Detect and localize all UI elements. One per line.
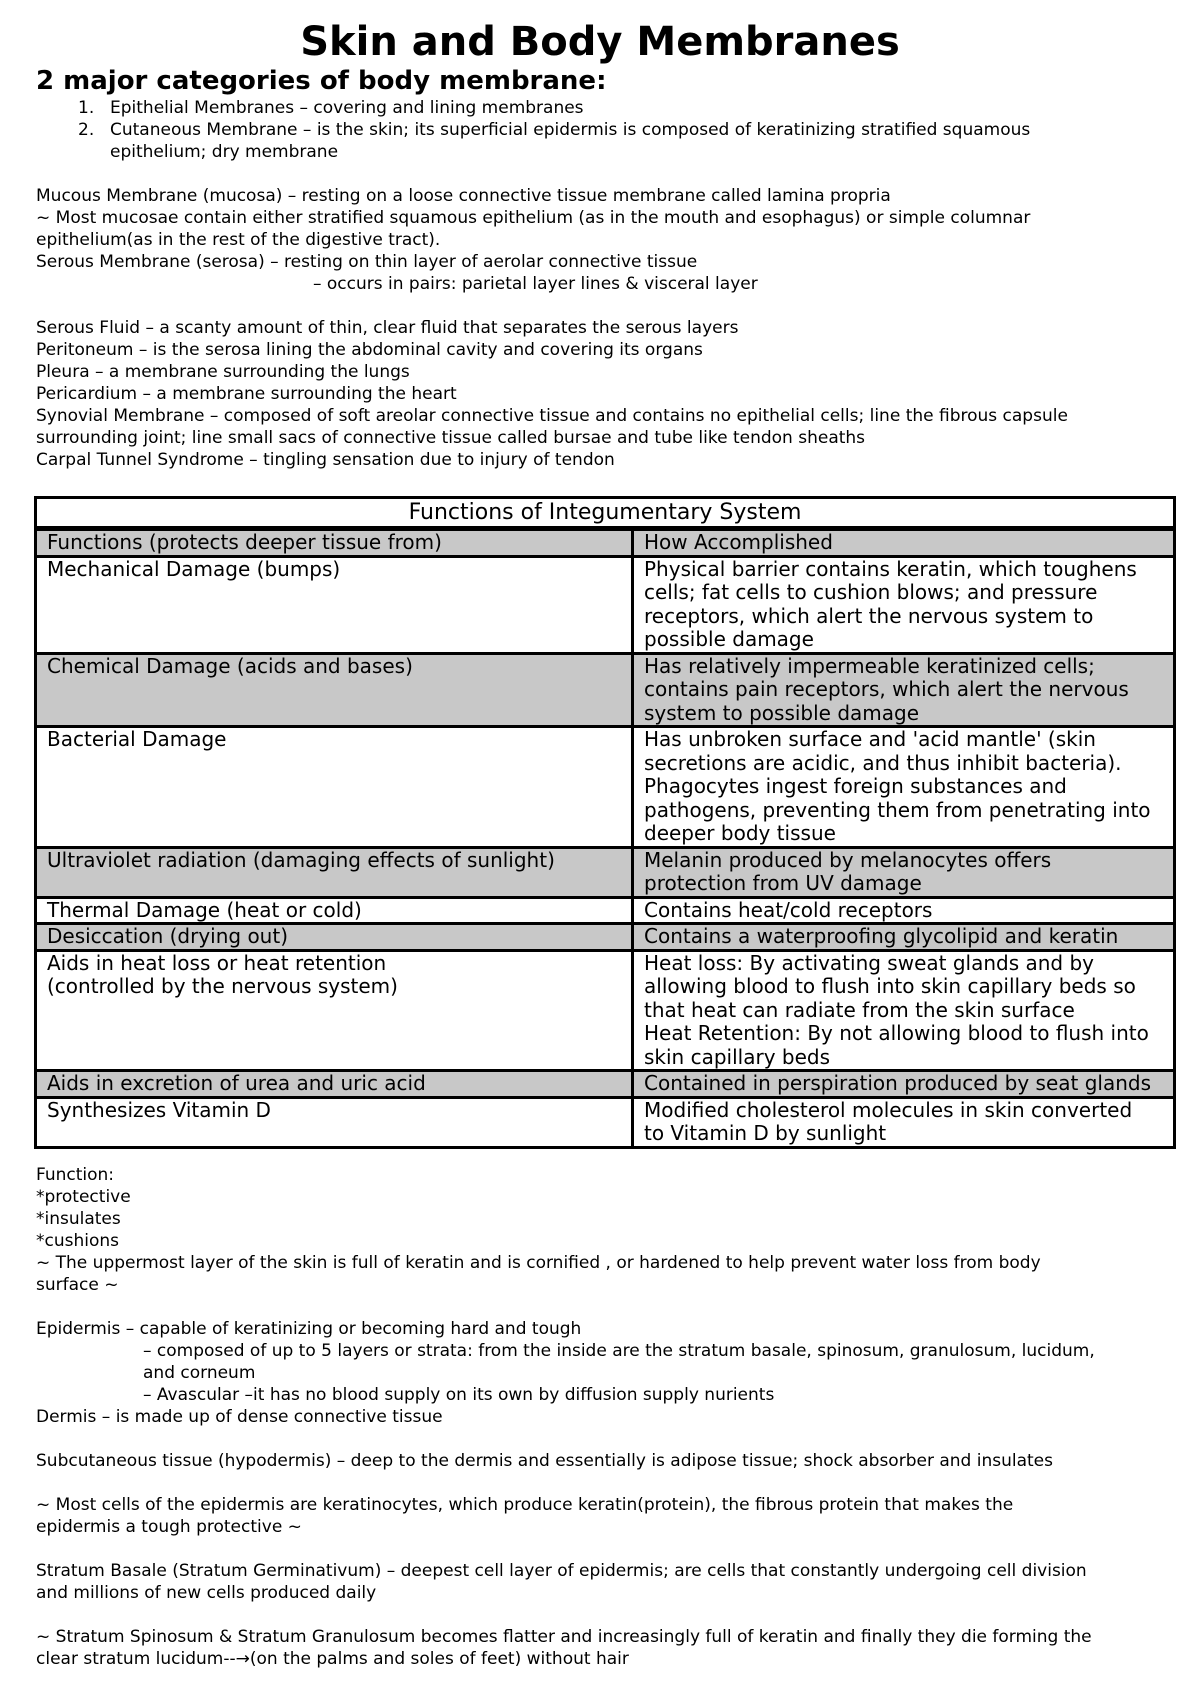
text-line: Peritoneum – is the serosa lining the abdominal cavity and covering its organs xyxy=(36,340,703,360)
list-item-text: Epithelial Membranes – covering and lining membranes xyxy=(110,98,584,118)
text-line: Synovial Membrane – composed of soft areolar connective tissue and contains no epithelial cells; line the fibrous capsule xyxy=(36,406,1068,426)
text-line: and millions of new cells produced daily xyxy=(36,1583,377,1603)
cell-line: Ultraviolet radiation (damaging effects of sunlight) xyxy=(47,847,555,872)
function-cell xyxy=(36,897,633,924)
text-line: – occurs in pairs: parietal layer lines & visceral layer xyxy=(313,274,758,294)
cell-line: Aids in excretion of urea and uric acid xyxy=(47,1071,426,1095)
cell-line: deeper body tissue xyxy=(644,821,836,845)
text-line: clear stratum lucidum--→(on the palms and soles of feet) without hair xyxy=(36,1649,629,1669)
cell-line: skin capillary beds xyxy=(644,1044,830,1069)
text-line: ~ Most cells of the epidermis are keratinocytes, which produce keratin(protein), the fibrous protein that makes the xyxy=(36,1495,1014,1515)
cell-line: Desiccation (drying out) xyxy=(47,924,288,948)
how-accomplished-cell xyxy=(633,847,1175,897)
cell-line: Modified cholesterol molecules in skin converted xyxy=(644,1097,1133,1122)
text-line: surface ~ xyxy=(36,1275,119,1295)
text-line: *cushions xyxy=(36,1231,120,1251)
list-item-text: Cutaneous Membrane – is the skin; its superficial epidermis is composed of keratinizing stratified squamous xyxy=(110,120,1031,140)
cell-line: Mechanical Damage (bumps) xyxy=(47,556,341,581)
how-accomplished-cell xyxy=(633,897,1175,924)
list-number: 2. xyxy=(78,120,95,140)
how-accomplished-cell xyxy=(633,950,1175,1071)
cell-line: system to possible damage xyxy=(644,700,920,725)
table-caption: Functions of Integumentary System xyxy=(36,498,1175,529)
table-row xyxy=(36,924,1175,951)
function-cell xyxy=(36,1097,633,1147)
cell-line: Contains a waterproofing glycolipid and keratin xyxy=(644,924,1119,948)
cell-line: Contained in perspiration produced by seat glands xyxy=(644,1071,1152,1095)
how-accomplished-cell xyxy=(633,924,1175,951)
cell-line: Aids in heat loss or heat retention xyxy=(47,950,387,975)
text-line: Pericardium – a membrane surrounding the heart xyxy=(36,384,457,404)
table-row xyxy=(36,1071,1175,1098)
cell-line: pathogens, preventing them from penetrating into xyxy=(644,797,1151,822)
how-accomplished-cell xyxy=(633,1097,1175,1147)
text-line: ~ Most mucosae contain either stratified squamous epithelium (as in the mouth and esophagus) or simple columnar xyxy=(36,208,1031,228)
function-cell xyxy=(36,847,633,897)
text-line: epithelium(as in the rest of the digestive tract). xyxy=(36,230,441,250)
section-subheading: 2 major categories of body membrane: xyxy=(36,66,607,96)
text-line: Serous Fluid – a scanty amount of thin, clear fluid that separates the serous layers xyxy=(36,318,739,338)
text-line: – Avascular –it has no blood supply on its own by diffusion supply nurients xyxy=(143,1385,775,1405)
text-line: Mucous Membrane (mucosa) – resting on a loose connective tissue membrane called lamina propria xyxy=(36,186,891,206)
cell-line: Contains heat/cold receptors xyxy=(644,897,933,922)
table-header-cell: Functions (protects deeper tissue from) xyxy=(36,529,633,557)
how-accomplished-cell xyxy=(633,556,1175,653)
list-item-text: epithelium; dry membrane xyxy=(110,142,339,162)
table-row xyxy=(36,897,1175,924)
cell-line: Phagocytes ingest foreign substances and xyxy=(644,774,1067,798)
text-line: Serous Membrane (serosa) – resting on thin layer of aerolar connective tissue xyxy=(36,252,698,272)
table-header-cell: How Accomplished xyxy=(633,529,1175,557)
cell-line: (controlled by the nervous system) xyxy=(47,974,398,998)
text-line: ~ The uppermost layer of the skin is full of keratin and is cornified , or hardened to help prevent water loss from body xyxy=(36,1253,1041,1273)
text-line: *protective xyxy=(36,1187,131,1207)
function-cell xyxy=(36,1071,633,1098)
text-line: ~ Stratum Spinosum & Stratum Granulosum becomes flatter and increasingly full of keratin and finally they die forming the xyxy=(36,1627,1092,1647)
text-line: Epidermis – capable of keratinizing or becoming hard and tough xyxy=(36,1319,582,1339)
cell-line: allowing blood to flush into skin capillary beds so xyxy=(644,974,1136,998)
cell-line: Synthesizes Vitamin D xyxy=(47,1097,271,1122)
cell-line: Has unbroken surface and 'acid mantle' (skin xyxy=(644,727,1096,751)
cell-line: to Vitamin D by sunlight xyxy=(644,1121,887,1145)
text-line: Stratum Basale (Stratum Germinativum) – deepest cell layer of epidermis; are cells that constantly undergoing cell division xyxy=(36,1561,1087,1581)
cell-line: Bacterial Damage xyxy=(47,727,227,751)
cell-line: Melanin produced by melanocytes offers xyxy=(644,847,1052,872)
text-line: surrounding joint; line small sacs of connective tissue called bursae and tube like tendon sheaths xyxy=(36,428,866,448)
text-line: Function: xyxy=(36,1165,115,1185)
cell-line: Has relatively impermeable keratinized cells; xyxy=(644,653,1095,678)
page-title: Skin and Body Membranes xyxy=(300,19,900,65)
cell-line: possible damage xyxy=(644,627,814,651)
how-accomplished-cell xyxy=(633,653,1175,727)
table-row xyxy=(36,847,1175,897)
table-row xyxy=(36,727,1175,848)
cell-line: Thermal Damage (heat or cold) xyxy=(47,897,362,922)
cell-line: contains pain receptors, which alert the nervous xyxy=(644,677,1129,701)
text-line: Subcutaneous tissue (hypodermis) – deep to the dermis and essentially is adipose tissue; shock absorber and insulates xyxy=(36,1451,1053,1471)
table-row xyxy=(36,556,1175,653)
function-cell xyxy=(36,924,633,951)
cell-line: Chemical Damage (acids and bases) xyxy=(47,653,413,678)
function-cell xyxy=(36,556,633,653)
function-cell xyxy=(36,653,633,727)
cell-line: that heat can radiate from the skin surface xyxy=(644,997,1075,1022)
table-row xyxy=(36,1097,1175,1147)
how-accomplished-cell xyxy=(633,1071,1175,1098)
table-row xyxy=(36,653,1175,727)
function-cell xyxy=(36,727,633,848)
cell-line: Heat loss: By activating sweat glands and by xyxy=(644,950,1095,975)
text-line: *insulates xyxy=(36,1209,121,1229)
how-accomplished-cell xyxy=(633,727,1175,848)
text-line: Pleura – a membrane surrounding the lungs xyxy=(36,362,410,382)
cell-line: receptors, which alert the nervous system to xyxy=(644,603,1094,628)
text-line: Carpal Tunnel Syndrome – tingling sensation due to injury of tendon xyxy=(36,450,615,470)
cell-line: secretions are acidic, and thus inhibit bacteria). xyxy=(644,750,1122,775)
cell-line: cells; fat cells to cushion blows; and pressure xyxy=(644,580,1098,604)
function-cell xyxy=(36,950,633,1071)
cell-line: Physical barrier contains keratin, which toughens xyxy=(644,556,1137,581)
text-line: epidermis a tough protective ~ xyxy=(36,1517,302,1537)
table-header-row xyxy=(36,529,1175,557)
cell-line: protection from UV damage xyxy=(644,871,922,895)
text-line: – composed of up to 5 layers or strata: from the inside are the stratum basale, spinosum, granulosum, lucidum, xyxy=(143,1341,1095,1361)
functions-table xyxy=(34,496,1176,1149)
text-line: Dermis – is made up of dense connective tissue xyxy=(36,1407,443,1427)
text-line: and corneum xyxy=(143,1363,256,1383)
list-number: 1. xyxy=(78,98,95,118)
cell-line: Heat Retention: By not allowing blood to flush into xyxy=(644,1021,1149,1045)
table-row xyxy=(36,950,1175,1071)
